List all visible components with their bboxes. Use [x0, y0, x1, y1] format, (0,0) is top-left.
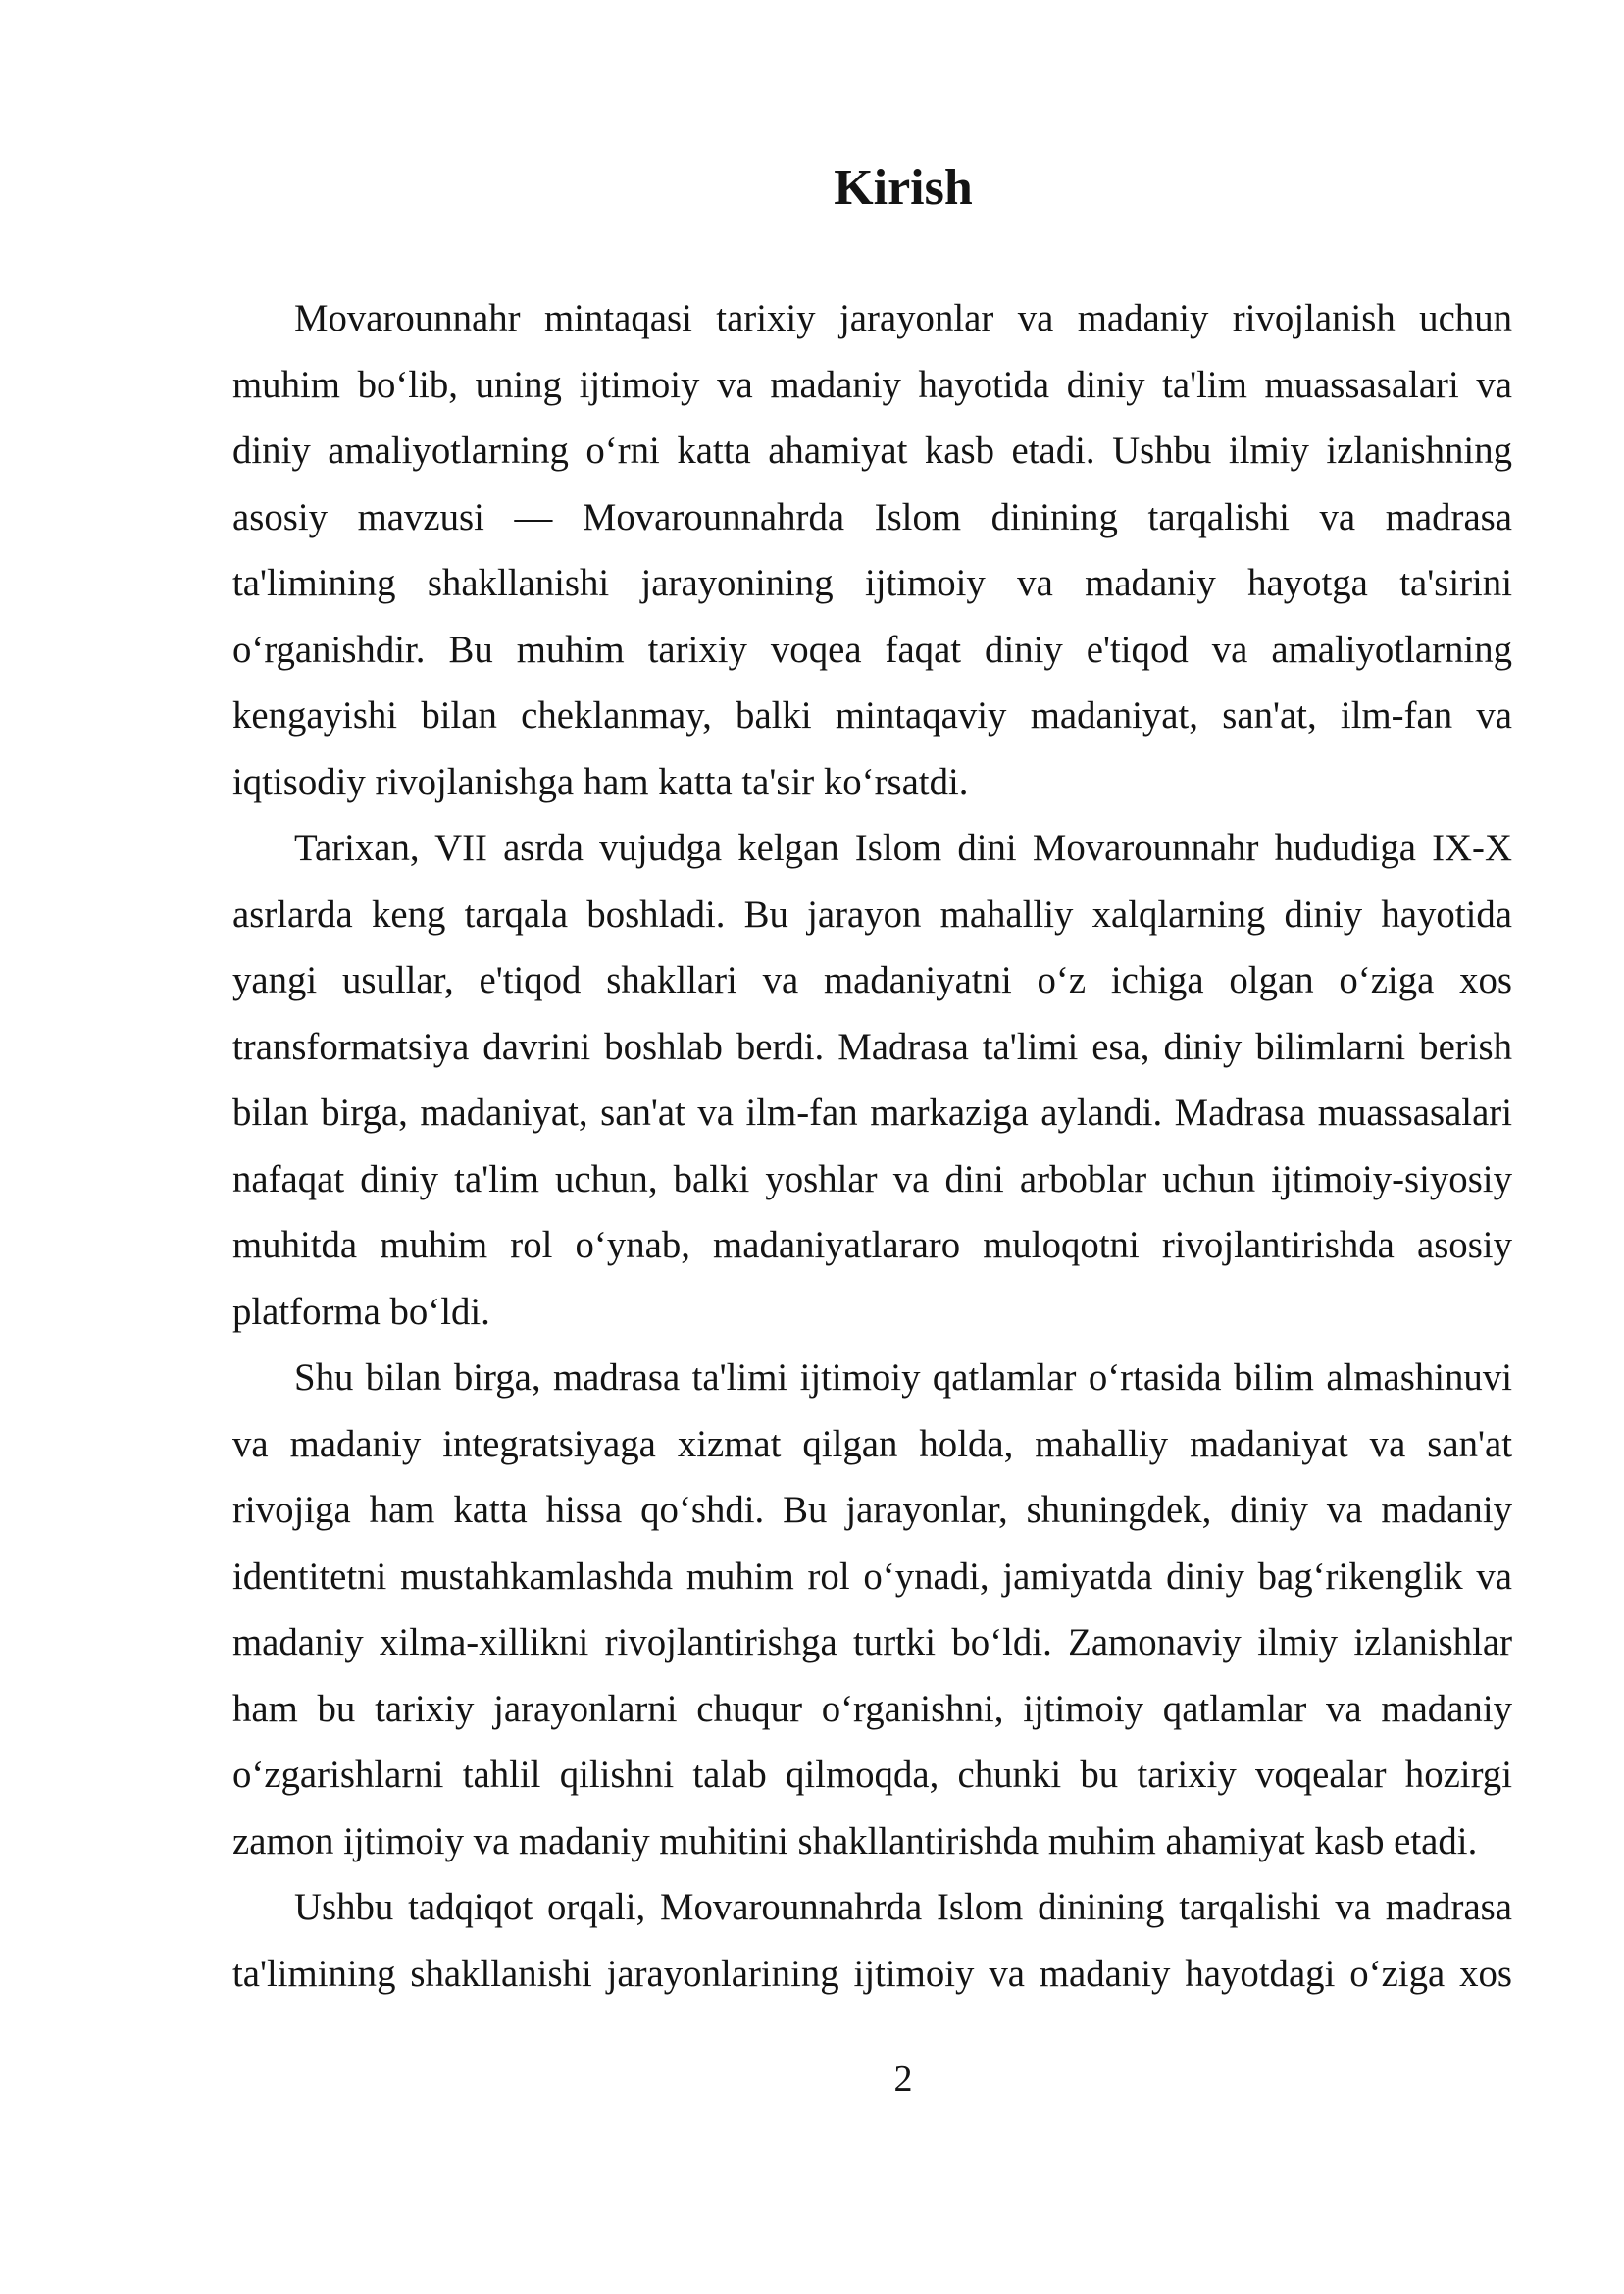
paragraph-line: ta'limining shakllanishi jarayonlarining ijtimoiy va madaniy hayotdagi o‘ziga xos: [232, 1952, 1512, 1995]
paragraph-line: rivojiga ham katta hissa qo‘shdi. Bu jarayonlar, shuningdek, diniy va madaniy: [232, 1489, 1512, 1531]
paragraph: [232, 285, 1512, 815]
paragraph-line: zamon ijtimoiy va madaniy muhitini shakllantirishda muhim ahamiyat kasb etadi.: [232, 1819, 1478, 1862]
paragraph-line: bilan birga, madaniyat, san'at va ilm-fan markaziga aylandi. Madrasa muassasalari: [232, 1092, 1512, 1134]
paragraph-line: ta'limining shakllanishi jarayonining ijtimoiy va madaniy hayotga ta'sirini: [232, 562, 1512, 604]
paragraph-line: muhitda muhim rol o‘ynab, madaniyatlararo muloqotni rivojlantirishda asosiy: [232, 1224, 1512, 1266]
paragraph-line: Ushbu tadqiqot orqali, Movarounnahrda Islom dinining tarqalishi va madrasa: [294, 1886, 1512, 1928]
paragraph-line: o‘zgarishlarni tahlil qilishni talab qilmoqda, chunki bu tarixiy voqealar hozirgi: [232, 1754, 1512, 1796]
paragraph-line: ham bu tarixiy jarayonlarni chuqur o‘rganishni, ijtimoiy qatlamlar va madaniy: [232, 1687, 1512, 1730]
paragraph-line: o‘rganishdir. Bu muhim tarixiy voqea faqat diniy e'tiqod va amaliyotlarning: [232, 628, 1512, 671]
page-title: Kirish: [834, 160, 973, 216]
paragraph-line: yangi usullar, e'tiqod shakllari va madaniyatni o‘z ichiga olgan o‘ziga xos: [232, 959, 1512, 1001]
paragraph-line: Movarounnahr mintaqasi tarixiy jarayonlar va madaniy rivojlanish uchun: [294, 297, 1512, 339]
page-number: 2: [893, 2059, 913, 2100]
paragraph-line: asrlarda keng tarqala boshladi. Bu jarayon mahalliy xalqlarning diniy hayotida: [232, 892, 1512, 936]
paragraph-line: madaniy xilma-xillikni rivojlantirishga turtki bo‘ldi. Zamonaviy ilmiy izlanishlar: [232, 1621, 1512, 1663]
paragraph-line: muhim bo‘lib, uning ijtimoiy va madaniy hayotida diniy ta'lim muassasalari va: [232, 363, 1512, 406]
paragraph-line: diniy amaliyotlarning o‘rni katta ahamiyat kasb etadi. Ushbu ilmiy izlanishning: [232, 430, 1512, 472]
paragraph: [232, 815, 1512, 1345]
paragraph-line: asosiy mavzusi — Movarounnahrda Islom dinining tarqalishi va madrasa: [232, 495, 1512, 538]
paragraph-line: iqtisodiy rivojlanishga ham katta ta'sir ko‘rsatdi.: [232, 760, 969, 803]
paragraph-line: kengayishi bilan cheklanmay, balki mintaqaviy madaniyat, san'at, ilm-fan va: [232, 694, 1512, 737]
paragraph-line: Tarixan, VII asrda vujudga kelgan Islom dini Movarounnahr hududiga IX-X: [294, 827, 1512, 869]
paragraph: [232, 1345, 1512, 1874]
paragraph-line: va madaniy integratsiyaga xizmat qilgan holda, mahalliy madaniyat va san'at: [232, 1422, 1512, 1465]
body-text: [232, 285, 1512, 2007]
paragraph-line: nafaqat diniy ta'lim uchun, balki yoshlar va dini arboblar uchun ijtimoiy-siyosiy: [232, 1157, 1512, 1200]
paragraph-line: identitetni mustahkamlashda muhim rol o‘ynadi, jamiyatda diniy bag‘rikenglik va: [232, 1555, 1512, 1598]
paragraph: [232, 1874, 1512, 2007]
paragraph-line: transformatsiya davrini boshlab berdi. Madrasa ta'limi esa, diniy bilimlarni berish: [232, 1025, 1512, 1068]
paragraph-line: platforma bo‘ldi.: [232, 1290, 490, 1333]
paragraph-line: Shu bilan birga, madrasa ta'limi ijtimoiy qatlamlar o‘rtasida bilim almashinuvi: [294, 1356, 1512, 1399]
